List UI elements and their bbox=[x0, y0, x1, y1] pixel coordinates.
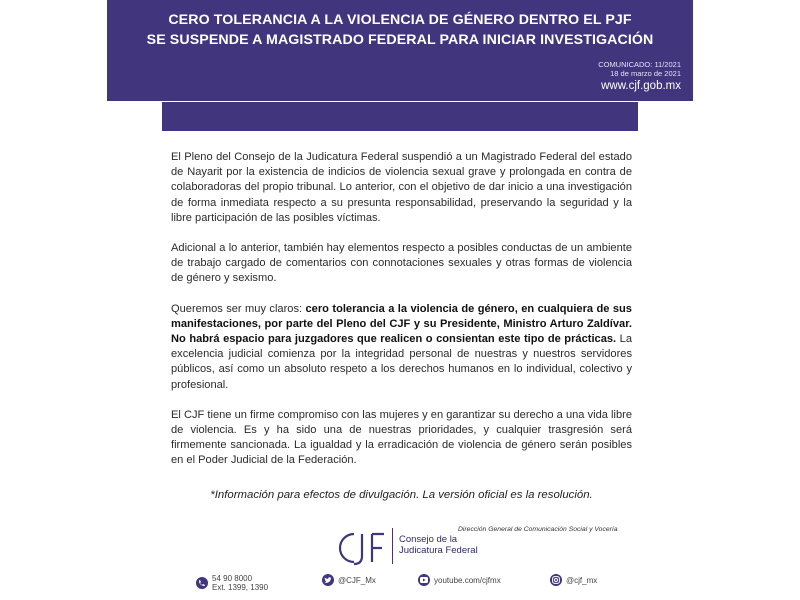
paragraph-3 bbox=[171, 302, 632, 393]
institution-name-line-1: Consejo de la bbox=[399, 534, 458, 545]
department-name: Dirección General de Comunicación Social y Vocería bbox=[458, 526, 618, 533]
youtube-icon bbox=[418, 574, 430, 586]
instagram-link[interactable] bbox=[550, 574, 597, 586]
header-banner bbox=[107, 0, 693, 101]
communique-number: COMUNICADO: 11/2021 bbox=[598, 60, 681, 69]
twitter-handle: @CJF_Mx bbox=[338, 575, 376, 585]
twitter-icon bbox=[322, 574, 334, 586]
communique-meta bbox=[598, 60, 681, 93]
phone-extension: Ext. 1399, 1390 bbox=[212, 583, 269, 592]
institution-logo-block bbox=[320, 522, 650, 572]
paragraph-1: El Pleno del Consejo de la Judicatura Federal suspendió a un Magistrado Federal del estado de Nayarit por la existencia de indicios de violencia sexual grave y prolongada en contra de colaboradoras del propio tribunal. Lo anterior, con el objetivo de dar inicio a una investigación de forma inmediata respecto a su presunta responsabilidad, preservando la seguridad y la libre participación de las posibles víctimas. bbox=[171, 151, 632, 224]
institution-name-line-2: Judicatura Federal bbox=[399, 545, 478, 556]
cjf-logo-icon bbox=[332, 526, 390, 570]
disclaimer-note: *Información para efectos de divulgación. La versión oficial es la resolución. bbox=[210, 489, 593, 501]
instagram-handle: @cjf_mx bbox=[566, 575, 598, 585]
phone-number: 54 90 8000 bbox=[212, 574, 253, 583]
twitter-link[interactable] bbox=[322, 574, 376, 586]
communique-date: 18 de marzo de 2021 bbox=[610, 69, 681, 78]
press-release-body bbox=[171, 150, 632, 484]
paragraph-3-emphasis: cero tolerancia a la violencia de género, en cualquiera de sus manifestaciones, por parte del Pleno del CJF y su Presidente, Ministro Arturo Zaldívar. No habrá espacio para juzgadores que realicen o consientan este tipo de prácticas. bbox=[171, 302, 632, 346]
phone-icon bbox=[196, 577, 208, 589]
institution-name bbox=[399, 534, 478, 556]
paragraph-3-rest: La excelencia judicial comienza por la integridad personal de nuestras y nuestros servidores públicos, así como un absoluto respeto a los derechos humanos en lo individual, colectivo y profesional. bbox=[171, 333, 633, 391]
instagram-icon bbox=[550, 574, 562, 586]
website-link[interactable]: www.cjf.gob.mx bbox=[601, 80, 681, 92]
page-title bbox=[107, 0, 693, 50]
youtube-url: youtube.com/cjfmx bbox=[434, 575, 501, 585]
paragraph-4: El CJF tiene un firme compromiso con las mujeres y en garantizar su derecho a una vida libre de violencia. Es y ha sido una de nuestras prioridades, y cualquier trasgresión será firmemente sancionada. La igualdad y la erradicación de violencia de género serán posibles en el Poder Judicial de la Federación. bbox=[171, 408, 632, 467]
title-line-2: SE SUSPENDE A MAGISTRADO FEDERAL PARA INICIAR INVESTIGACIÓN bbox=[146, 32, 654, 48]
paragraph-2: Adicional a lo anterior, también hay elementos respecto a posibles conductas de un ambiente de trabajo cargado de comentarios con connotaciones sexuales y otras formas de violencia de género y sexismo. bbox=[171, 242, 632, 285]
header-band bbox=[162, 102, 638, 131]
logo-divider bbox=[392, 528, 393, 564]
phone-text bbox=[212, 574, 268, 592]
youtube-link[interactable] bbox=[418, 574, 501, 586]
phone-contact[interactable] bbox=[196, 574, 268, 592]
contact-footer bbox=[196, 572, 616, 596]
paragraph-3-intro: Queremos ser muy claros: bbox=[171, 302, 306, 315]
title-line-1: CERO TOLERANCIA A LA VIOLENCIA DE GÉNERO DENTRO EL PJF bbox=[168, 12, 632, 28]
